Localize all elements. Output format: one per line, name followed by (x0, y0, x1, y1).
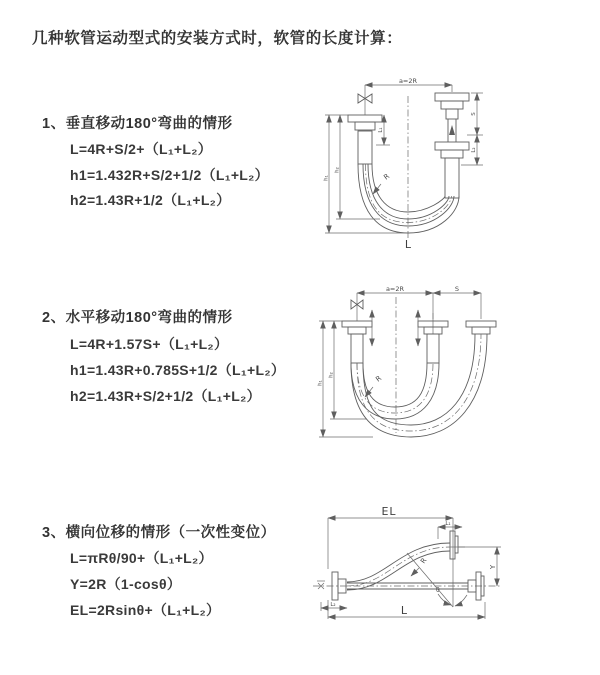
dim-a2r (365, 77, 452, 92)
label-y: Y (489, 564, 497, 570)
section1-formula-h2: h2=1.43R+1/2（L₁+L₂） (70, 192, 231, 208)
centerline-and-labels (373, 96, 412, 251)
section3-formula-l: L=πRθ/90+（L₁+L₂） (70, 550, 213, 566)
section2-heading: 2、水平移动180°弯曲的情形 (42, 310, 233, 326)
section2-formula-l: L=4R+1.57S+（L₁+L₂） (70, 336, 229, 352)
angle-theta (407, 553, 467, 607)
label-a2r: a=2R (385, 285, 405, 293)
section3-formula-y: Y=2R（1-cosθ） (70, 576, 182, 592)
dims-h1-h2 (324, 115, 411, 233)
label-h1: h₁ (323, 175, 330, 181)
valve-icon (358, 85, 372, 115)
label-l1: L₁ (445, 521, 451, 527)
label-l2: L₂ (471, 147, 477, 153)
dim-l1-left (376, 115, 390, 145)
label-l-length: L (400, 604, 408, 617)
valve-icon (351, 293, 363, 321)
fitting-dims (372, 310, 418, 346)
dims-h1-h2 (318, 321, 374, 437)
hose-u-loops (358, 164, 459, 233)
right-pipe (435, 93, 469, 198)
label-s: S (471, 112, 477, 116)
displaced-flange (450, 531, 458, 559)
dim-l-bottom (328, 600, 485, 619)
label-theta: θ (436, 587, 440, 594)
section3-heading: 3、横向位移的情形（一次性变位） (42, 525, 276, 541)
section2-formula-h2: h2=1.43R+S/2+1/2（L₁+L₂） (70, 388, 261, 404)
label-r-radius: R (419, 556, 429, 566)
page-title: 几种软管运动型式的安装方式时，软管的长度计算： (32, 30, 403, 47)
label-h2: h₂ (334, 167, 341, 173)
label-r-radius: R (382, 172, 392, 182)
section1-formula-l: L=4R+S/2+（L₁+L₂） (70, 141, 213, 157)
label-l2: L₂ (330, 602, 336, 608)
label-h2: h₂ (328, 372, 335, 378)
left-pipe (348, 115, 382, 164)
label-l-length: L (404, 238, 412, 251)
hose-u-loops (351, 334, 487, 437)
section2-formula-h1: h1=1.43R+0.785S+1/2（L₁+L₂） (70, 362, 286, 378)
section3-formula-el: EL=2Rsinθ+（L₁+L₂） (70, 602, 221, 618)
dim-l2-bottom-left (321, 602, 347, 611)
flow-arrow-icon (449, 125, 455, 135)
diagram-horizontal-180-bend (315, 283, 600, 448)
middle-pipe (418, 313, 448, 363)
dims-top (357, 285, 481, 319)
section1-heading: 1、垂直移动180°弯曲的情形 (42, 116, 233, 132)
right-pipe (466, 321, 496, 334)
label-r-radius: R (374, 374, 384, 384)
label-s: S (454, 285, 460, 293)
dim-el (328, 505, 453, 607)
diagram-vertical-180-bend (320, 78, 495, 250)
label-l1: L₁ (378, 127, 384, 133)
section1-formula-h1: h1=1.432R+S/2+1/2（L₁+L₂） (70, 167, 269, 183)
dim-s-l2-right (461, 93, 483, 165)
radius-label (411, 556, 429, 576)
left-pipe (342, 321, 372, 363)
dim-y (458, 547, 501, 586)
label-el: EL (381, 505, 397, 518)
label-a2r: a=2R (398, 77, 418, 85)
diagram-lateral-displacement (305, 505, 600, 660)
label-h1: h₁ (317, 380, 324, 386)
